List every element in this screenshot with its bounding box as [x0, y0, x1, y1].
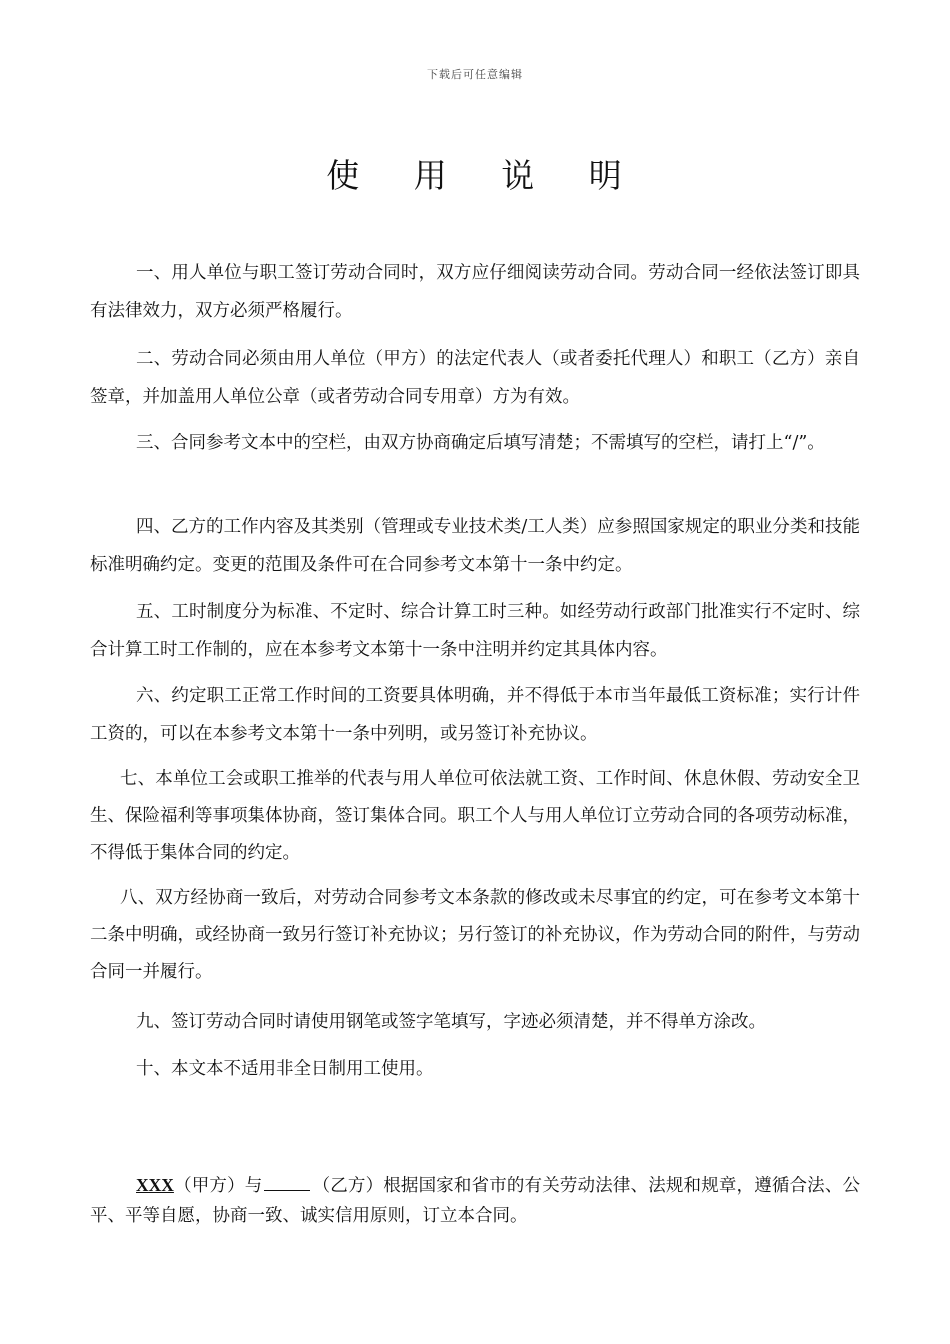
- paragraph-text: 九、签订劳动合同时请使用钢笔或签字笔填写，字迹必须清楚，并不得单方涂改。: [136, 1012, 766, 1032]
- contract-intro: [90, 1170, 860, 1231]
- paragraph-text: 五、工时制度分为标准、不定时、综合计算工时三种。如经劳动行政部门批准实行不定时、综合计算工时工作制的，应在本参考文本第十一条中注明并约定其具体内容。: [90, 602, 860, 660]
- header-note: 下载后可任意编辑: [427, 68, 523, 81]
- paragraph-text: 六、约定职工正常工作时间的工资要具体明确，并不得低于本市当年最低工资标准；实行计件工资的，可以在本参考文本第十一条中列明，或另签订补充协议。: [90, 686, 860, 744]
- paragraph-text: 四、乙方的工作内容及其类别（管理或专业技术类/工人类）应参照国家规定的职业分类和技能标准明确约定。变更的范围及条件可在合同参考文本第十一条中约定。: [90, 517, 860, 575]
- paragraph-2: [90, 340, 860, 416]
- paragraph-9: [90, 1003, 860, 1041]
- paragraph-3: [90, 424, 860, 462]
- paragraph-6: [90, 677, 860, 753]
- party-b-label: （乙方）根据国家和省市的有关劳动法律、法规和规章，遵循合法、公平、平等自愿，协商一致、诚实信用原则，订立本合同。: [90, 1176, 861, 1226]
- party-a-label: （甲方）与: [173, 1176, 263, 1196]
- paragraph-5: [90, 593, 860, 669]
- page-title: 使 用 说 明: [326, 156, 644, 195]
- paragraph-10: [90, 1050, 860, 1088]
- paragraph-text: 七、本单位工会或职工推举的代表与用人单位可依法就工资、工作时间、休息休假、劳动安全卫生、保险福利等事项集体协商，签订集体合同。职工个人与用人单位订立劳动合同的各项劳动标准，不得低于集体合同的约定。: [90, 769, 860, 863]
- paragraph-7: [90, 761, 860, 872]
- paragraph-1: [90, 254, 860, 330]
- paragraph-text: 一、用人单位与职工签订劳动合同时，双方应仔细阅读劳动合同。劳动合同一经依法签订即具有法律效力，双方必须严格履行。: [90, 263, 860, 321]
- paragraph-text: 十、本文本不适用非全日制用工使用。: [136, 1059, 434, 1079]
- paragraph-8: [90, 880, 860, 991]
- party-b-blank-field[interactable]: [264, 1176, 310, 1191]
- paragraph-4: [90, 508, 860, 584]
- party-a-name: XXX: [136, 1175, 174, 1195]
- paragraph-text: 二、劳动合同必须由用人单位（甲方）的法定代表人（或者委托代理人）和职工（乙方）亲自签章，并加盖用人单位公章（或者劳动合同专用章）方为有效。: [90, 349, 860, 407]
- paragraph-text: 八、双方经协商一致后，对劳动合同参考文本条款的修改或未尽事宜的约定，可在参考文本第十二条中明确，或经协商一致另行签订补充协议；另行签订的补充协议，作为劳动合同的附件，与劳动合同一并履行。: [90, 888, 860, 982]
- paragraph-text: 三、合同参考文本中的空栏，由双方协商确定后填写清楚；不需填写的空栏，请打上“/”。: [136, 433, 825, 453]
